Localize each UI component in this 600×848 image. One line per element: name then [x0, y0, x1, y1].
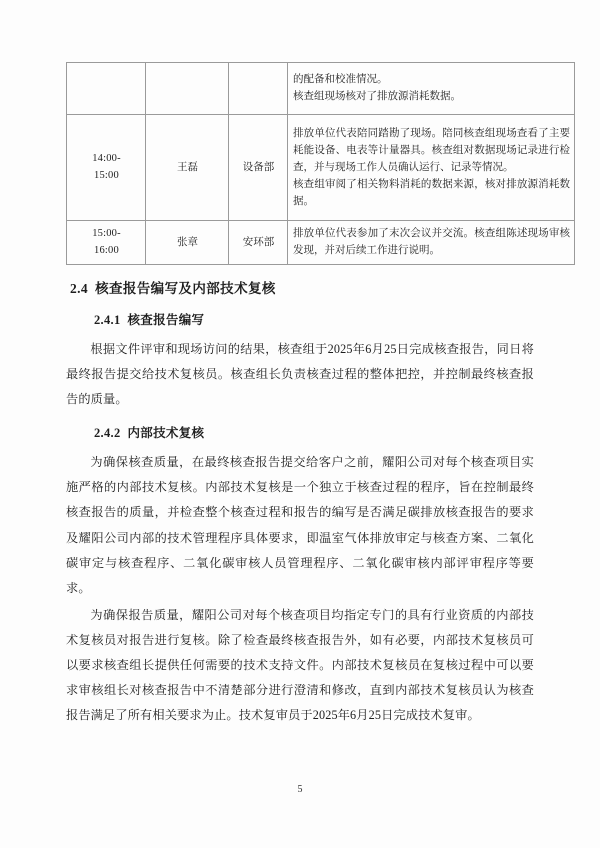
section-title: 核查报告编写及内部技术复核 — [95, 281, 276, 296]
section-heading-2-4-1 — [94, 311, 534, 330]
cell-department: 设备部 — [229, 115, 288, 221]
description-line-1: 的配备和校准情况。 — [293, 74, 388, 85]
table-row — [67, 221, 575, 265]
section-number: 2.4.2 — [94, 426, 121, 441]
cell-person: 王磊 — [146, 115, 229, 221]
section-heading-2-4 — [70, 279, 534, 299]
paragraph-2-4-1-1: 根据文件评审和现场访问的结果，核查组于2025年6月25日完成核查报告，同日将最终报告提交给技术复核员。核查组长负责核查过程的整体把控，并控制最终核查报告的质量。 — [66, 342, 534, 407]
description-line-1: 排放单位代表陪同踏勘了现场。陪同核查组现场查看了主要耗能设备、电表等计量器具。核查组对数据现场记录进行检查，并与现场工作人员确认运行、记录等情况。 — [293, 127, 570, 173]
time-line-2: 15:00 — [94, 170, 119, 181]
section-number: 2.4 — [70, 281, 89, 296]
cell-time — [67, 115, 146, 221]
table-body — [67, 63, 575, 265]
site-visit-schedule-table — [66, 62, 575, 265]
cell-department: 安环部 — [229, 221, 288, 265]
paragraph-2-4-2-2: 为确保报告质量，耀阳公司对每个核查项目均指定专门的具有行业资质的内部技术复核员对报告进行复核。除了检查最终核查报告外，如有必要，内部技术复核员可以要求核查组长提供任何需要的技术支持文件。内部技术复核员在复核过程中可以要求审核组长对核查报告中不清楚部分进行澄清和修改，直到内部技术复核员认为核查报告满足了所有相关要求为止。技术复审员于2025年6月25日完成技术复审。 — [66, 607, 534, 723]
section-heading-2-4-2 — [94, 424, 534, 443]
description-line-1: 排放单位代表参加了末次会议并交流。核查组陈述现场审核发现，并对后续工作进行说明。 — [293, 228, 570, 256]
description-line-2: 核查组审阅了相关物料消耗的数据来源，核对排放源消耗数据。 — [293, 178, 570, 207]
cell-time — [67, 63, 146, 115]
page-content — [66, 62, 570, 729]
time-line-1: 14:00- — [92, 153, 121, 164]
cell-person — [146, 63, 229, 115]
section-title: 内部技术复核 — [127, 426, 205, 441]
cell-description — [288, 221, 575, 265]
cell-department — [229, 63, 288, 115]
table-row — [67, 63, 575, 115]
description-line-2: 核查组现场核对了排放源消耗数据。 — [293, 91, 461, 102]
section-number: 2.4.1 — [94, 313, 121, 328]
cell-time — [67, 221, 146, 265]
section-title: 核查报告编写 — [127, 313, 205, 328]
time-line-2: 16:00 — [94, 245, 119, 256]
page-number: 5 — [297, 784, 303, 795]
cell-person: 张章 — [146, 221, 229, 265]
cell-description — [288, 115, 575, 221]
time-line-1: 15:00- — [92, 228, 121, 239]
cell-description — [288, 63, 575, 115]
paragraph-2-4-2-1: 为确保核查质量，在最终核查报告提交给客户之前，耀阳公司对每个核查项目实施严格的内部技术复核。内部技术复核是一个独立于核查过程的程序，旨在控制最终核查报告的质量，并检查整个核查过程和报告的编写是否满足碳排放核查报告的要求及耀阳公司内部的技术管理程序具体要求，即温室气体排放审定与核查方案、二氧化碳审定与核查程序、二氧化碳审核人员管理程序、二氧化碳审核内部评审程序等要求。 — [66, 455, 534, 595]
table-row — [67, 115, 575, 221]
